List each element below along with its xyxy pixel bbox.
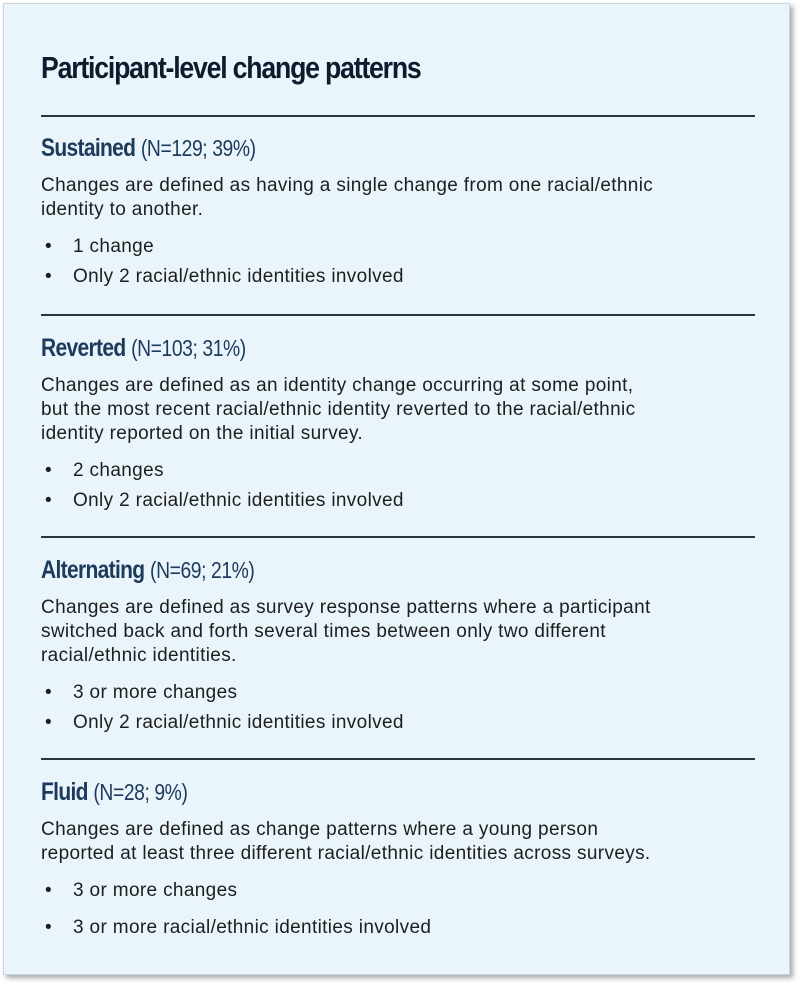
- bullet-icon: •: [45, 917, 53, 938]
- list-item: [41, 456, 755, 486]
- divider-rule: [41, 115, 755, 117]
- bullet-list: [41, 876, 755, 943]
- list-item-text: Only 2 racial/ethnic identities involved: [73, 490, 404, 511]
- section-alternating: [41, 554, 755, 738]
- section-heading: [41, 776, 641, 808]
- bullet-list: [41, 456, 755, 516]
- list-item-text: Only 2 racial/ethnic identities involved: [73, 712, 404, 733]
- section-sustained: [41, 132, 755, 292]
- bullet-icon: •: [45, 712, 53, 733]
- section-reverted: [41, 332, 755, 516]
- bullet-icon: •: [45, 490, 53, 511]
- list-item-text: 3 or more changes: [73, 682, 238, 703]
- pattern-name: Alternating: [41, 556, 145, 584]
- bullet-icon: •: [45, 880, 53, 901]
- list-item-text: 1 change: [73, 236, 154, 257]
- section-heading: [41, 132, 641, 164]
- pattern-description: Changes are defined as having a single change from one racial/ethnic identity to another.: [41, 175, 654, 220]
- list-item: [41, 876, 755, 906]
- list-item: [41, 678, 755, 708]
- divider-rule: [41, 758, 755, 760]
- page-title: Participant-level change patterns: [41, 50, 421, 85]
- pattern-description: Changes are defined as an identity change occurring at some point, but the most recent racial/ethnic identity reverted to the racial/ethnic identity reported on the initial survey.: [41, 375, 636, 444]
- bullet-icon: •: [45, 236, 53, 257]
- divider-rule: [41, 536, 755, 538]
- pattern-stats: (N=129; 39%): [140, 135, 256, 161]
- divider-rule: [41, 314, 755, 316]
- pattern-stats: (N=69; 21%): [150, 557, 255, 583]
- list-item: [41, 708, 755, 738]
- list-item: [41, 913, 755, 943]
- pattern-name: Reverted: [41, 334, 126, 362]
- bullet-list: [41, 232, 755, 292]
- pattern-stats: (N=28; 9%): [93, 779, 188, 805]
- list-item-text: 2 changes: [73, 460, 164, 481]
- list-item: [41, 486, 755, 516]
- list-item-text: 3 or more racial/ethnic identities involved: [73, 917, 432, 938]
- list-item-text: 3 or more changes: [73, 880, 238, 901]
- section-heading: [41, 332, 641, 364]
- bullet-list: [41, 678, 755, 738]
- bullet-icon: •: [45, 682, 53, 703]
- list-item: [41, 232, 755, 262]
- section-heading: [41, 554, 641, 586]
- change-patterns-card: [3, 3, 790, 975]
- pattern-name: Sustained: [41, 134, 136, 162]
- pattern-stats: (N=103; 31%): [131, 335, 246, 361]
- list-item-text: Only 2 racial/ethnic identities involved: [73, 266, 404, 287]
- section-fluid: [41, 776, 755, 943]
- pattern-name: Fluid: [41, 778, 88, 806]
- bullet-icon: •: [45, 266, 53, 287]
- pattern-description: Changes are defined as survey response patterns where a participant switched back and forth several times between only two different racial/ethnic identities.: [41, 597, 651, 666]
- bullet-icon: •: [45, 460, 53, 481]
- list-item: [41, 262, 755, 292]
- pattern-description: Changes are defined as change patterns where a young person reported at least three different racial/ethnic identities across surveys.: [41, 819, 651, 864]
